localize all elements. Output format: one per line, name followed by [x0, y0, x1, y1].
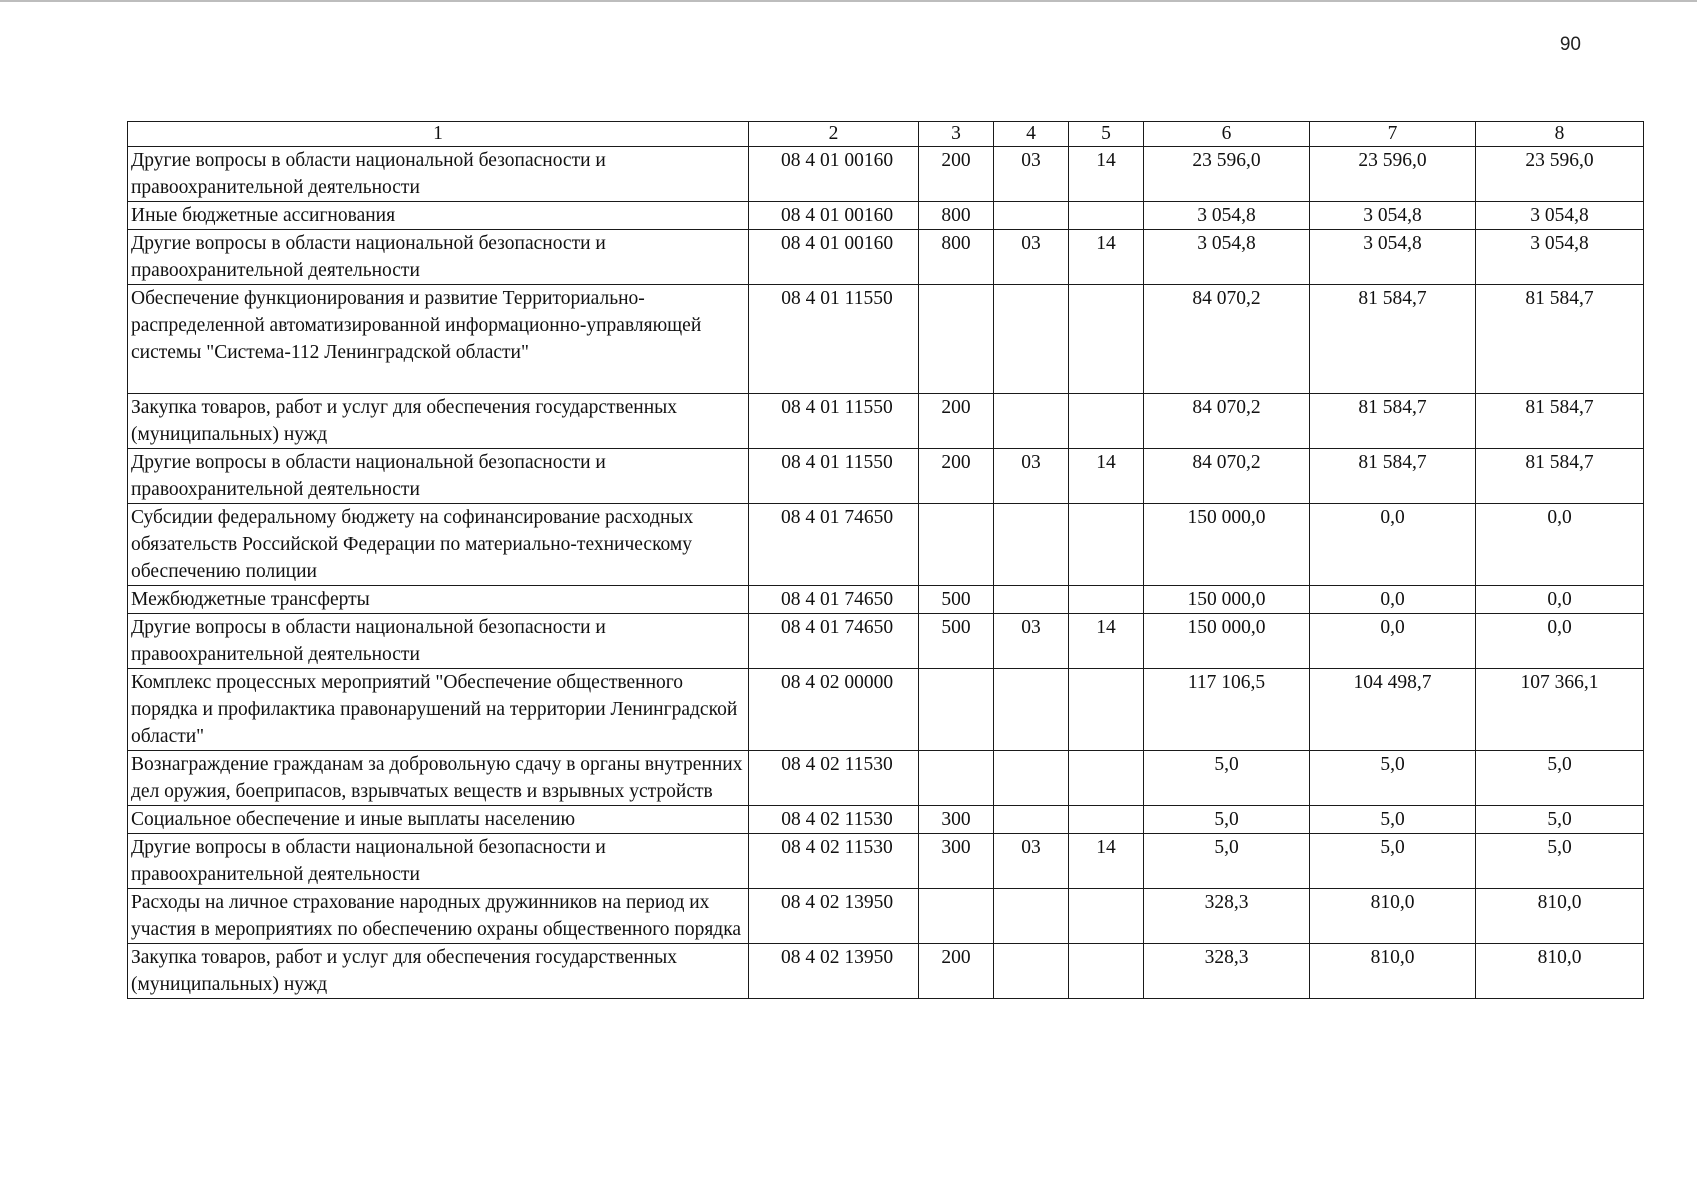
- row-section: [994, 202, 1069, 230]
- row-code: 08 4 01 00160: [749, 202, 919, 230]
- row-value-col8: 3 054,8: [1476, 230, 1644, 285]
- row-value-col6: 5,0: [1144, 834, 1310, 889]
- row-group: 500: [919, 614, 994, 669]
- row-name: Другие вопросы в области национальной безопасности и правоохранительной деятельности: [128, 230, 749, 285]
- row-value-col8: 23 596,0: [1476, 147, 1644, 202]
- table-row: [128, 449, 1644, 504]
- row-subsection: [1069, 944, 1144, 999]
- row-value-col8: 810,0: [1476, 889, 1644, 944]
- row-subsection: [1069, 394, 1144, 449]
- row-name: Другие вопросы в области национальной безопасности и правоохранительной деятельности: [128, 614, 749, 669]
- row-subsection: 14: [1069, 834, 1144, 889]
- row-code: 08 4 01 74650: [749, 504, 919, 586]
- row-value-col7: 81 584,7: [1310, 285, 1476, 394]
- column-header: 6: [1144, 122, 1310, 147]
- row-value-col8: 107 366,1: [1476, 669, 1644, 751]
- row-subsection: 14: [1069, 230, 1144, 285]
- row-value-col7: 0,0: [1310, 614, 1476, 669]
- table-row: [128, 586, 1644, 614]
- row-value-col6: 328,3: [1144, 944, 1310, 999]
- row-value-col7: 5,0: [1310, 806, 1476, 834]
- page-number: 90: [1559, 34, 1581, 55]
- row-value-col8: 810,0: [1476, 944, 1644, 999]
- table-row: [128, 230, 1644, 285]
- row-group: 500: [919, 586, 994, 614]
- row-name: Другие вопросы в области национальной безопасности и правоохранительной деятельности: [128, 147, 749, 202]
- row-subsection: 14: [1069, 147, 1144, 202]
- row-section: [994, 504, 1069, 586]
- row-value-col6: 117 106,5: [1144, 669, 1310, 751]
- row-value-col7: 5,0: [1310, 834, 1476, 889]
- row-group: 200: [919, 147, 994, 202]
- row-group: 200: [919, 944, 994, 999]
- row-subsection: [1069, 751, 1144, 806]
- row-section: 03: [994, 147, 1069, 202]
- row-code: 08 4 01 74650: [749, 586, 919, 614]
- row-code: 08 4 01 74650: [749, 614, 919, 669]
- column-header: 3: [919, 122, 994, 147]
- row-section: [994, 586, 1069, 614]
- column-header: 8: [1476, 122, 1644, 147]
- row-code: 08 4 02 11530: [749, 751, 919, 806]
- row-value-col6: 3 054,8: [1144, 202, 1310, 230]
- row-value-col7: 3 054,8: [1310, 230, 1476, 285]
- row-value-col8: 5,0: [1476, 834, 1644, 889]
- row-value-col8: 81 584,7: [1476, 285, 1644, 394]
- row-name: Межбюджетные трансферты: [128, 586, 749, 614]
- row-subsection: [1069, 806, 1144, 834]
- row-section: [994, 806, 1069, 834]
- row-code: 08 4 02 00000: [749, 669, 919, 751]
- row-code: 08 4 01 00160: [749, 147, 919, 202]
- row-value-col8: 0,0: [1476, 504, 1644, 586]
- row-value-col6: 3 054,8: [1144, 230, 1310, 285]
- row-code: 08 4 02 13950: [749, 889, 919, 944]
- row-name: Вознаграждение гражданам за добровольную сдачу в органы внутренних дел оружия, боеприпасов, взрывчатых веществ и взрывных устройств: [128, 751, 749, 806]
- row-value-col6: 5,0: [1144, 806, 1310, 834]
- row-value-col8: 81 584,7: [1476, 394, 1644, 449]
- row-section: [994, 285, 1069, 394]
- row-section: [994, 669, 1069, 751]
- row-value-col7: 0,0: [1310, 586, 1476, 614]
- row-value-col6: 5,0: [1144, 751, 1310, 806]
- table-row: [128, 944, 1644, 999]
- page-top-border: [0, 0, 1697, 2]
- row-value-col6: 150 000,0: [1144, 614, 1310, 669]
- row-code: 08 4 02 13950: [749, 944, 919, 999]
- row-name: Обеспечение функционирования и развитие Территориально-распределенной автоматизированной информационно-управляющей системы "Система-112 Ленинградской области": [128, 285, 749, 394]
- row-value-col7: 5,0: [1310, 751, 1476, 806]
- row-subsection: [1069, 889, 1144, 944]
- row-group: 300: [919, 806, 994, 834]
- row-group: [919, 889, 994, 944]
- row-name: Закупка товаров, работ и услуг для обеспечения государственных (муниципальных) нужд: [128, 944, 749, 999]
- row-section: 03: [994, 449, 1069, 504]
- row-name: Субсидии федеральному бюджету на софинансирование расходных обязательств Российской Федерации по материально-техническому обеспечению полиции: [128, 504, 749, 586]
- row-group: [919, 669, 994, 751]
- row-value-col6: 84 070,2: [1144, 449, 1310, 504]
- row-group: 200: [919, 394, 994, 449]
- table-row: [128, 751, 1644, 806]
- row-group: 800: [919, 230, 994, 285]
- row-section: [994, 394, 1069, 449]
- row-code: 08 4 01 11550: [749, 394, 919, 449]
- row-value-col6: 150 000,0: [1144, 504, 1310, 586]
- row-group: 300: [919, 834, 994, 889]
- row-value-col8: 0,0: [1476, 614, 1644, 669]
- table-row: [128, 147, 1644, 202]
- column-header: 7: [1310, 122, 1476, 147]
- row-section: 03: [994, 614, 1069, 669]
- budget-table: [127, 121, 1644, 999]
- row-subsection: [1069, 285, 1144, 394]
- row-section: 03: [994, 834, 1069, 889]
- column-header: 5: [1069, 122, 1144, 147]
- row-section: 03: [994, 230, 1069, 285]
- row-value-col7: 810,0: [1310, 944, 1476, 999]
- column-header: 2: [749, 122, 919, 147]
- row-name: Социальное обеспечение и иные выплаты населению: [128, 806, 749, 834]
- table-row: [128, 504, 1644, 586]
- row-value-col7: 23 596,0: [1310, 147, 1476, 202]
- table-row: [128, 834, 1644, 889]
- row-value-col8: 81 584,7: [1476, 449, 1644, 504]
- row-value-col7: 81 584,7: [1310, 394, 1476, 449]
- row-section: [994, 944, 1069, 999]
- row-subsection: [1069, 202, 1144, 230]
- row-code: 08 4 02 11530: [749, 806, 919, 834]
- row-value-col8: 5,0: [1476, 751, 1644, 806]
- row-value-col6: 150 000,0: [1144, 586, 1310, 614]
- row-code: 08 4 01 11550: [749, 285, 919, 394]
- row-value-col6: 328,3: [1144, 889, 1310, 944]
- row-group: 800: [919, 202, 994, 230]
- row-value-col6: 84 070,2: [1144, 285, 1310, 394]
- row-section: [994, 889, 1069, 944]
- table-row: [128, 394, 1644, 449]
- row-code: 08 4 01 11550: [749, 449, 919, 504]
- row-group: [919, 285, 994, 394]
- row-subsection: [1069, 586, 1144, 614]
- table-row: [128, 202, 1644, 230]
- column-header: 4: [994, 122, 1069, 147]
- row-code: 08 4 01 00160: [749, 230, 919, 285]
- row-value-col7: 810,0: [1310, 889, 1476, 944]
- row-value-col7: 0,0: [1310, 504, 1476, 586]
- table-row: [128, 806, 1644, 834]
- row-group: 200: [919, 449, 994, 504]
- row-value-col6: 84 070,2: [1144, 394, 1310, 449]
- row-subsection: 14: [1069, 614, 1144, 669]
- table-row: [128, 669, 1644, 751]
- row-group: [919, 504, 994, 586]
- row-name: Иные бюджетные ассигнования: [128, 202, 749, 230]
- row-name: Другие вопросы в области национальной безопасности и правоохранительной деятельности: [128, 834, 749, 889]
- row-value-col6: 23 596,0: [1144, 147, 1310, 202]
- row-value-col8: 5,0: [1476, 806, 1644, 834]
- row-value-col8: 3 054,8: [1476, 202, 1644, 230]
- table-row: [128, 889, 1644, 944]
- row-subsection: [1069, 669, 1144, 751]
- table-row: [128, 285, 1644, 394]
- row-name: Закупка товаров, работ и услуг для обеспечения государственных (муниципальных) нужд: [128, 394, 749, 449]
- row-group: [919, 751, 994, 806]
- row-section: [994, 751, 1069, 806]
- row-subsection: 14: [1069, 449, 1144, 504]
- row-value-col7: 104 498,7: [1310, 669, 1476, 751]
- column-header: 1: [128, 122, 749, 147]
- table-row: [128, 614, 1644, 669]
- row-name: Комплекс процессных мероприятий "Обеспечение общественного порядка и профилактика правонарушений на территории Ленинградской области": [128, 669, 749, 751]
- row-value-col8: 0,0: [1476, 586, 1644, 614]
- row-name: Другие вопросы в области национальной безопасности и правоохранительной деятельности: [128, 449, 749, 504]
- row-name: Расходы на личное страхование народных дружинников на период их участия в мероприятиях по обеспечению охраны общественного порядка: [128, 889, 749, 944]
- row-value-col7: 81 584,7: [1310, 449, 1476, 504]
- row-subsection: [1069, 504, 1144, 586]
- row-value-col7: 3 054,8: [1310, 202, 1476, 230]
- table-header-row: [128, 122, 1644, 147]
- row-code: 08 4 02 11530: [749, 834, 919, 889]
